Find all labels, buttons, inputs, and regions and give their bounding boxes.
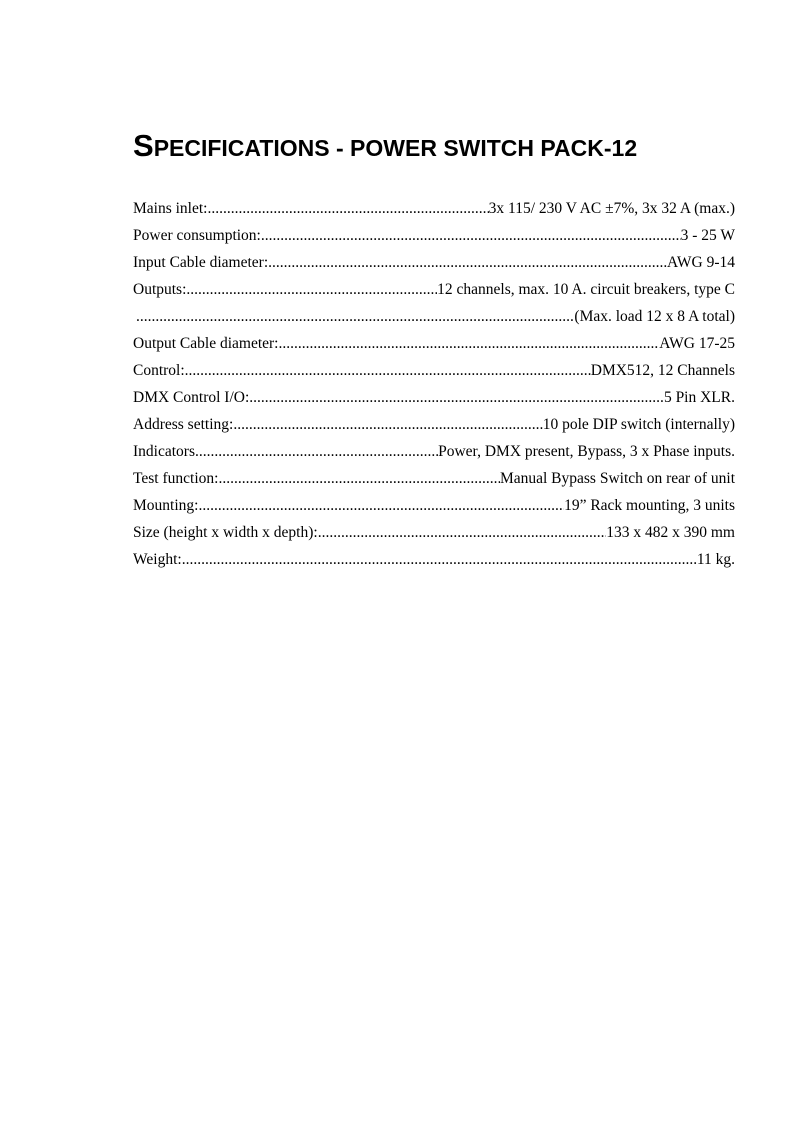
spec-row-dmx-control-io <box>133 384 735 411</box>
spec-label: Input Cable diameter: <box>133 254 269 271</box>
spec-label: Outputs: <box>133 281 187 298</box>
spec-value: 5 Pin XLR. <box>663 389 735 406</box>
dot-leader <box>268 249 667 276</box>
dot-leader <box>207 195 488 222</box>
dot-leader <box>185 357 591 384</box>
spec-row-mounting <box>133 492 735 519</box>
spec-value: 11 kg. <box>696 551 735 568</box>
dot-leader <box>136 303 574 330</box>
spec-label: Mounting: <box>133 497 199 514</box>
spec-value: Power, DMX present, Bypass, 3 x Phase inputs. <box>438 443 735 460</box>
spec-label: Size (height x width x depth): <box>133 524 318 541</box>
spec-row-outputs-continued <box>133 303 735 330</box>
page-title-initial: S <box>133 128 154 163</box>
spec-value: 12 channels, max. 10 A. circuit breakers, type C <box>437 281 735 298</box>
spec-row-control <box>133 357 735 384</box>
dot-leader <box>261 222 681 249</box>
dot-leader <box>318 519 607 546</box>
spec-value: 133 x 482 x 390 mm <box>606 524 735 541</box>
dot-leader <box>198 492 564 519</box>
spec-label: Mains inlet: <box>133 200 208 217</box>
spec-row-indicators <box>133 438 735 465</box>
spec-value: 19” Rack mounting, 3 units <box>564 497 735 514</box>
spec-value: 3x 115/ 230 V AC ±7%, 3x 32 A (max.) <box>488 200 735 217</box>
spec-row-power-consumption <box>133 222 735 249</box>
specification-list <box>133 195 735 573</box>
spec-value: 10 pole DIP switch (internally) <box>542 416 735 433</box>
spec-row-output-cable-diameter <box>133 330 735 357</box>
spec-row-mains-inlet <box>133 195 735 222</box>
spec-label: Address setting: <box>133 416 234 433</box>
spec-label: Control: <box>133 362 185 379</box>
spec-value: Manual Bypass Switch on rear of unit <box>499 470 735 487</box>
dot-leader <box>182 546 697 573</box>
spec-label: Test function: <box>133 470 219 487</box>
dot-leader <box>218 465 500 492</box>
spec-value: AWG 17-25 <box>659 335 735 352</box>
spec-label: Indicators <box>133 443 195 460</box>
spec-value: AWG 9-14 <box>666 254 735 271</box>
page-title-rest: PECIFICATIONS - POWER SWITCH PACK-12 <box>153 135 638 161</box>
spec-row-input-cable-diameter <box>133 249 735 276</box>
spec-row-test-function <box>133 465 735 492</box>
dot-leader <box>279 330 660 357</box>
spec-label: DMX Control I/O: <box>133 389 250 406</box>
spec-row-outputs <box>133 276 735 303</box>
spec-row-size <box>133 519 735 546</box>
dot-leader <box>195 438 438 465</box>
dot-leader <box>186 276 437 303</box>
page-title <box>133 128 753 166</box>
dot-leader <box>249 384 664 411</box>
spec-label: Power consumption: <box>133 227 261 244</box>
spec-row-address-setting <box>133 411 735 438</box>
spec-row-weight <box>133 546 735 573</box>
spec-value: DMX512, 12 Channels <box>590 362 735 379</box>
dot-leader <box>233 411 542 438</box>
spec-label: Output Cable diameter: <box>133 335 279 352</box>
spec-value: (Max. load 12 x 8 A total) <box>574 308 735 325</box>
spec-value: 3 - 25 W <box>680 227 735 244</box>
spec-label: Weight: <box>133 551 182 568</box>
